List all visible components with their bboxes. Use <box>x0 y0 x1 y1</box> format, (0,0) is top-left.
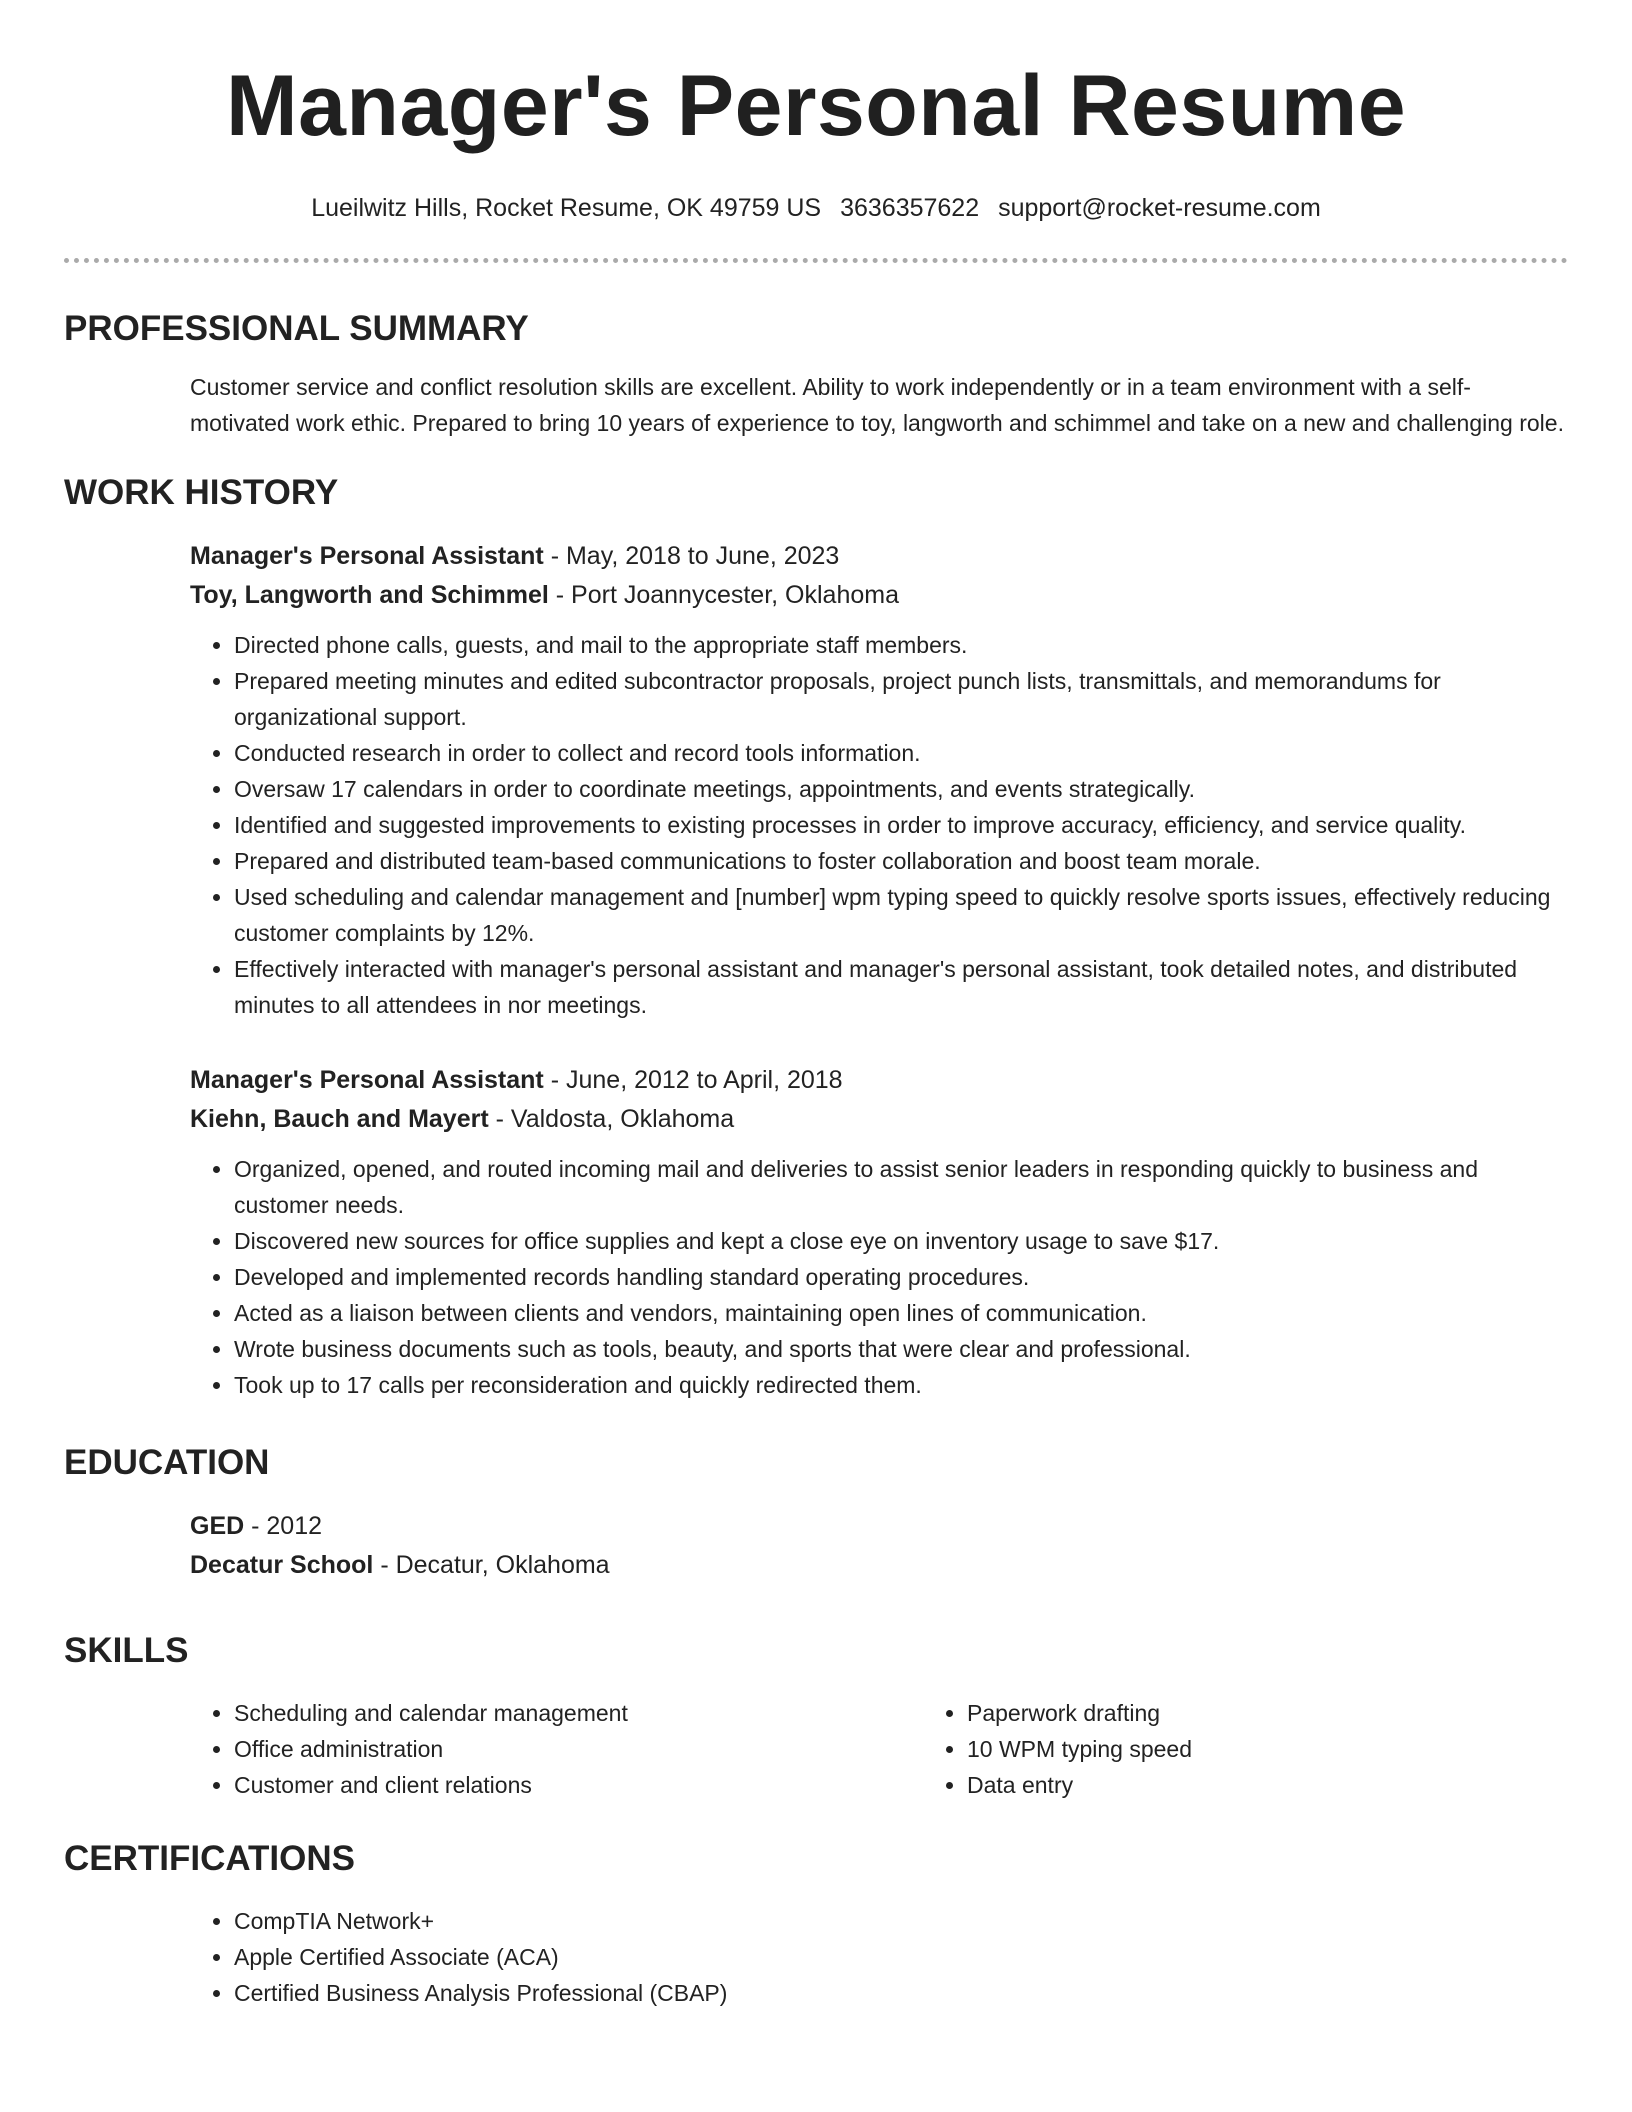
certifications-heading: CERTIFICATIONS <box>64 1839 356 1878</box>
job-entry <box>190 537 1568 1023</box>
education-location: - Decatur, Oklahoma <box>373 1551 610 1579</box>
education-school-line <box>190 1546 1568 1585</box>
list-item: • Effectively interacted with manager's personal assistant and manager's personal assistant, took detailed notes, and distributed minutes to all attendees in nor meetings. <box>234 951 1568 1023</box>
education-body <box>190 1507 1568 1585</box>
list-item: • Discovered new sources for office supplies and kept a close eye on inventory usage to save $17. <box>234 1223 1568 1259</box>
education-degree-line <box>190 1507 1568 1546</box>
education-section <box>64 1441 1568 1585</box>
work-history-body <box>190 537 1568 1403</box>
list-item: • Prepared meeting minutes and edited subcontractor proposals, project punch lists, transmittals, and memorandums for organizational support. <box>234 663 1568 735</box>
list-item: • Developed and implemented records handling standard operating procedures. <box>234 1259 1568 1295</box>
list-item: • Office administration <box>234 1731 923 1767</box>
list-item: • Directed phone calls, guests, and mail to the appropriate staff members. <box>234 627 1568 663</box>
list-item: • Customer and client relations <box>234 1767 923 1803</box>
skills-section <box>64 1629 1568 1803</box>
resume-title: Manager's Personal Resume <box>225 58 1407 154</box>
contact-address: Lueilwitz Hills, Rocket Resume, OK 49759 US <box>311 194 822 222</box>
job-bullets <box>190 627 1568 1023</box>
list-item: • Oversaw 17 calendars in order to coordinate meetings, appointments, and events strategically. <box>234 771 1568 807</box>
contact-phone: 3636357622 <box>840 194 980 222</box>
job-location: - Valdosta, Oklahoma <box>488 1105 735 1133</box>
list-item: • Took up to 17 calls per reconsideration and quickly redirected them. <box>234 1367 1568 1403</box>
contact-email: support@rocket-resume.com <box>998 194 1321 222</box>
job-dates: - May, 2018 to June, 2023 <box>543 542 840 570</box>
list-item: • Conducted research in order to collect and record tools information. <box>234 735 1568 771</box>
job-company-line <box>190 576 1568 615</box>
education-degree: GED <box>190 1512 245 1540</box>
list-item: • CompTIA Network+ <box>234 1903 1568 1939</box>
job-title-line <box>190 537 1568 576</box>
job-title: Manager's Personal Assistant <box>190 1066 544 1094</box>
skills-left-list <box>190 1695 923 1803</box>
job-bullets <box>190 1151 1568 1403</box>
summary-heading: PROFESSIONAL SUMMARY <box>64 309 529 348</box>
education-year: - 2012 <box>244 1512 323 1540</box>
list-item: • Data entry <box>967 1767 1632 1803</box>
list-item: • Certified Business Analysis Professional (CBAP) <box>234 1975 1568 2011</box>
job-title: Manager's Personal Assistant <box>190 542 544 570</box>
education-school: Decatur School <box>190 1551 374 1579</box>
work-history-section <box>64 471 1568 1403</box>
list-item: • Apple Certified Associate (ACA) <box>234 1939 1568 1975</box>
work-history-heading: WORK HISTORY <box>64 473 339 512</box>
list-item: • Scheduling and calendar management <box>234 1695 923 1731</box>
certifications-section <box>64 1837 1568 2011</box>
list-item: • Acted as a liaison between clients and vendors, maintaining open lines of communication. <box>234 1295 1568 1331</box>
skills-body <box>190 1695 1568 1803</box>
job-entry <box>190 1061 1568 1403</box>
summary-text: Customer service and conflict resolution skills are excellent. Ability to work independently or in a team environment with a self-motivated work ethic. Prepared to bring 10 years of experience to toy, langworth and schimmel and take on a new and challenging role. <box>190 374 1564 436</box>
list-item: • Wrote business documents such as tools, beauty, and sports that were clear and professional. <box>234 1331 1568 1367</box>
list-item: • Paperwork drafting <box>967 1695 1632 1731</box>
job-company: Kiehn, Bauch and Mayert <box>190 1105 489 1133</box>
education-heading: EDUCATION <box>64 1443 270 1482</box>
list-item: • Prepared and distributed team-based communications to foster collaboration and boost team morale. <box>234 843 1568 879</box>
skills-heading: SKILLS <box>64 1631 189 1670</box>
header-divider <box>64 258 1568 263</box>
certifications-body <box>190 1903 1568 2011</box>
job-dates: - June, 2012 to April, 2018 <box>543 1066 843 1094</box>
certifications-list <box>190 1903 1568 2011</box>
contact-line <box>64 190 1568 226</box>
job-title-line <box>190 1061 1568 1100</box>
skills-right-list <box>923 1695 1632 1803</box>
list-item: • Used scheduling and calendar management and [number] wpm typing speed to quickly resolve sports issues, effectively reducing customer complaints by 12%. <box>234 879 1568 951</box>
job-company: Toy, Langworth and Schimmel <box>190 581 549 609</box>
list-item: • Organized, opened, and routed incoming mail and deliveries to assist senior leaders in responding quickly to business and customer needs. <box>234 1151 1568 1223</box>
job-location: - Port Joannycester, Oklahoma <box>548 581 899 609</box>
list-item: • 10 WPM typing speed <box>967 1731 1632 1767</box>
summary-section <box>64 307 1568 441</box>
list-item: • Identified and suggested improvements to existing processes in order to improve accuracy, efficiency, and service quality. <box>234 807 1568 843</box>
job-company-line <box>190 1100 1568 1139</box>
